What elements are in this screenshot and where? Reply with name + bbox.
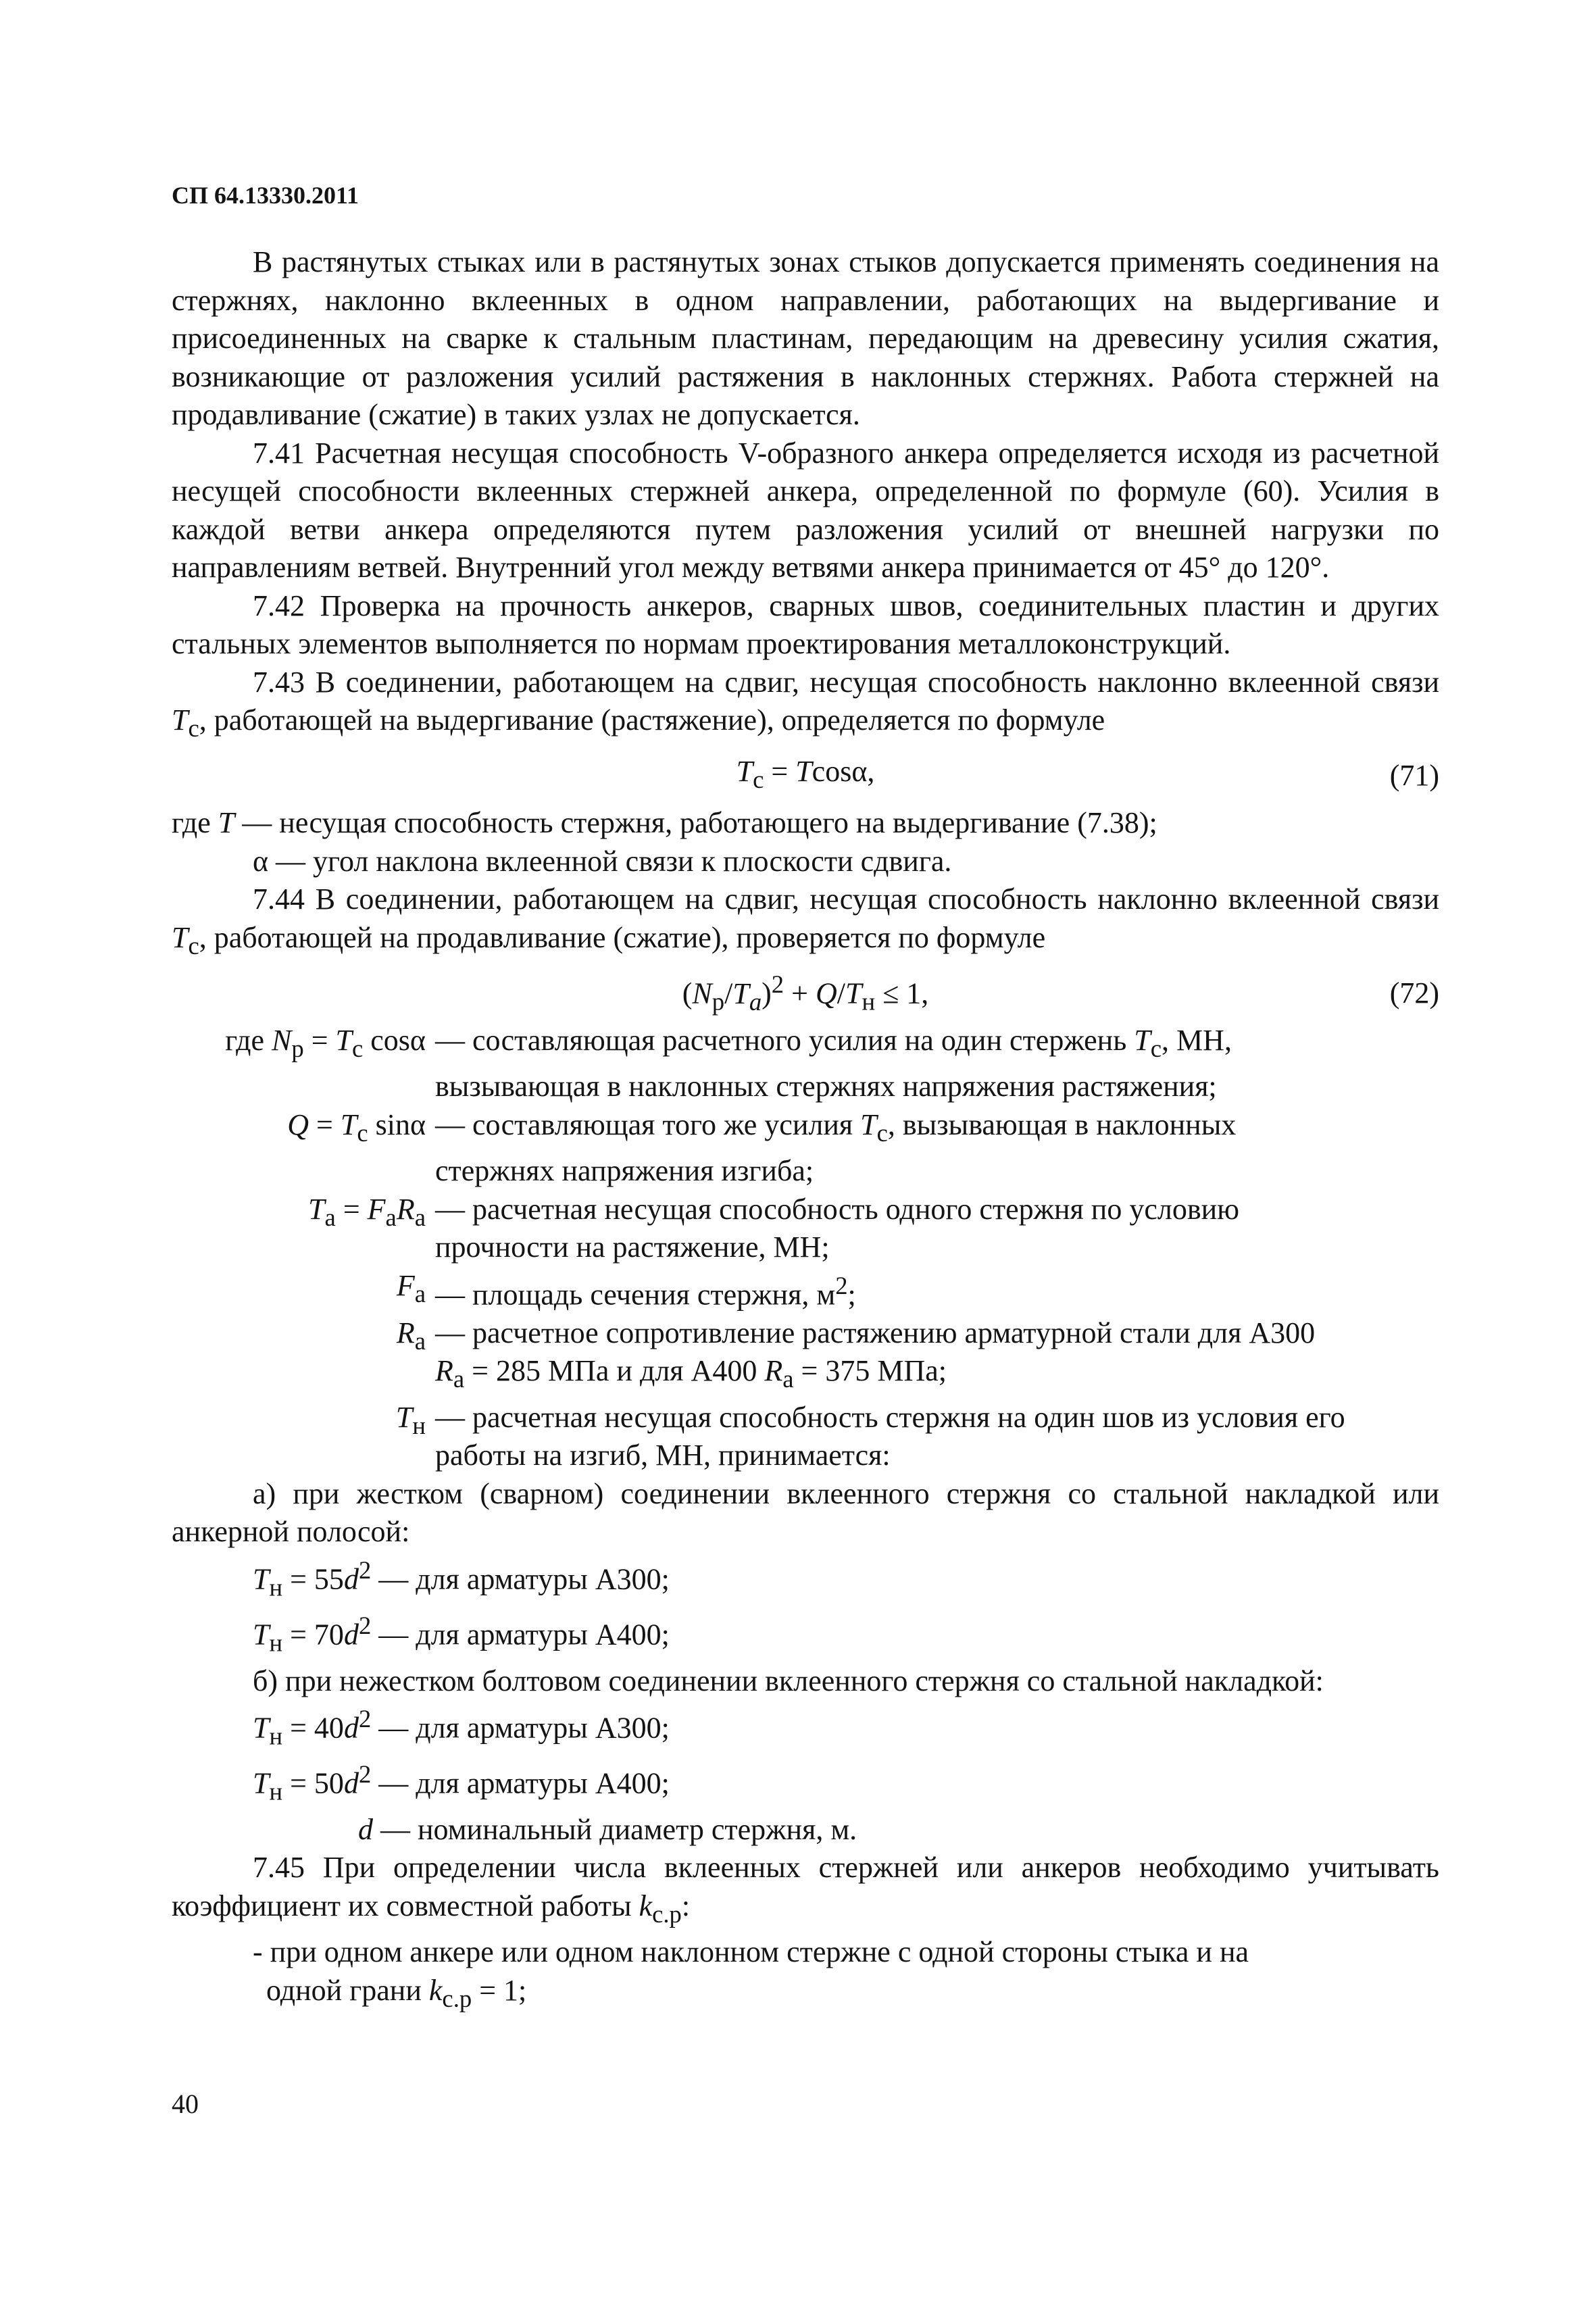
equation-71-number: (71)	[1389, 759, 1439, 793]
tn-40-line: $T_н = 40d^2$ — для арматуры А300;	[253, 1705, 670, 1750]
tn-50-line: $T_н = 50d^2$ — для арматуры А400;	[253, 1760, 670, 1806]
where-71: где T — несущая способность стержня, работающего на выдергивание (7.38);	[172, 806, 1157, 840]
paragraph-7-43: 7.43 В соединении, работающем на сдвиг, несущая способность наклонно вклеенной связи $T_c$, работающей на выдергивание (растяжение), определяется по формуле	[172, 665, 1439, 742]
definition-ra: $R_a$ — расчетное сопротивление растяжению арматурной стали для А300 $R_a = 285$ МПа и для А400 $R_a = 375$ МПа;	[396, 1316, 1316, 1393]
bullet-one-anchor: - при одном анкере или одном наклонном стержне с одной стороны стыка и на	[253, 1935, 1249, 1969]
paragraph-7-45: 7.45 При определении числа вклеенных стержней или анкеров необходимо учитывать коэффициент их совместной работы $k_{с.р}$:	[172, 1851, 1439, 1928]
page-number: 40	[172, 2089, 199, 2119]
definition-q: $Q = T_c$ sinα — составляющая того же усилия $T_c$, вызывающая в наклонных стержнях напряжения изгиба;	[287, 1107, 1237, 1188]
d-definition: d — номинальный диаметр стержня, м.	[358, 1812, 857, 1846]
tn-55-line: $T_н = 55d^2$ — для арматуры А300;	[253, 1555, 670, 1601]
alpha-definition: α — угол наклона вклеенной связи к плоскости сдвига.	[253, 844, 952, 878]
paragraph-7-42: 7.42 Проверка на прочность анкеров, сварных швов, соединительных пластин и других стальных элементов выполняется по нормам проектирования металлоконструкций.	[172, 589, 1439, 660]
equation-71	[172, 747, 1439, 804]
paragraph-intro: В растянутых стыках или в растянутых зонах стыков допускается применять соединения на стержнях, наклонно вклеенных в одном направлении, работающих на выдергивание и присоединенных на сварке к стальным пластинам, передающим на древесину усилия сжатия, возникающие от разложения усилий растяжения в наклонных стержнях. Работа стержней на продавливание (сжатие) в таких узлах не допускается.	[172, 245, 1439, 431]
paragraph-7-44: 7.44 В соединении, работающем на сдвиг, несущая способность наклонно вклеенной связи $T_c$, работающей на продавливание (сжатие), проверяется по формуле	[172, 882, 1439, 960]
bullet-one-anchor-cont: одной грани $k_{с.р} = 1$;	[266, 1973, 527, 2012]
item-a: а) при жестком (сварном) соединении вклеенного стержня со стальной накладкой или анкерной полосой:	[172, 1476, 1439, 1549]
equation-72-number: (72)	[1389, 976, 1439, 1010]
tn-70-line: $T_н = 70d^2$ — для арматуры А400;	[253, 1611, 670, 1657]
equation-72	[172, 965, 1439, 1022]
item-b: б) при нежестком болтовом соединении вклеенного стержня со стальной накладкой:	[253, 1664, 1324, 1697]
definition-ta: $T_a = F_aR_a$ — расчетная несущая способность одного стержня по условию прочности на растяжение, МН;	[308, 1192, 1240, 1264]
definition-np: где $N_p = T_c$ cosα — составляющая расчетного усилия на один стержень $T_c$, МН, вызывающая в наклонных стержнях напряжения растяжения;	[225, 1024, 1232, 1103]
equation-71-expression: $T_c = Tcos\alpha$,	[736, 755, 875, 793]
definition-fa: $F_a$ — площадь сечения стержня, $м^2$;	[396, 1268, 856, 1312]
standard-code-header: СП 64.13330.2011	[172, 182, 359, 209]
document-body	[172, 243, 1439, 2018]
definition-tn: $T_н$ — расчетная несущая способность стержня на один шов из условия его работы на изгиб, МН, принимается:	[395, 1400, 1345, 1472]
paragraph-7-41: 7.41 Расчетная несущая способность V-образного анкера определяется исходя из расчетной несущей способности вклеенных стержней анкера, определенной по формуле (60). Усилия в каждой ветви анкера определяются путем разложения усилий от внешней нагрузки по направлениям ветвей. Внутренний угол между ветвями анкера принимается от 45° до 120°.	[172, 436, 1439, 584]
equation-72-expression: $(N_p/T_a)^2 + Q/T_н \le 1$,	[682, 970, 929, 1016]
